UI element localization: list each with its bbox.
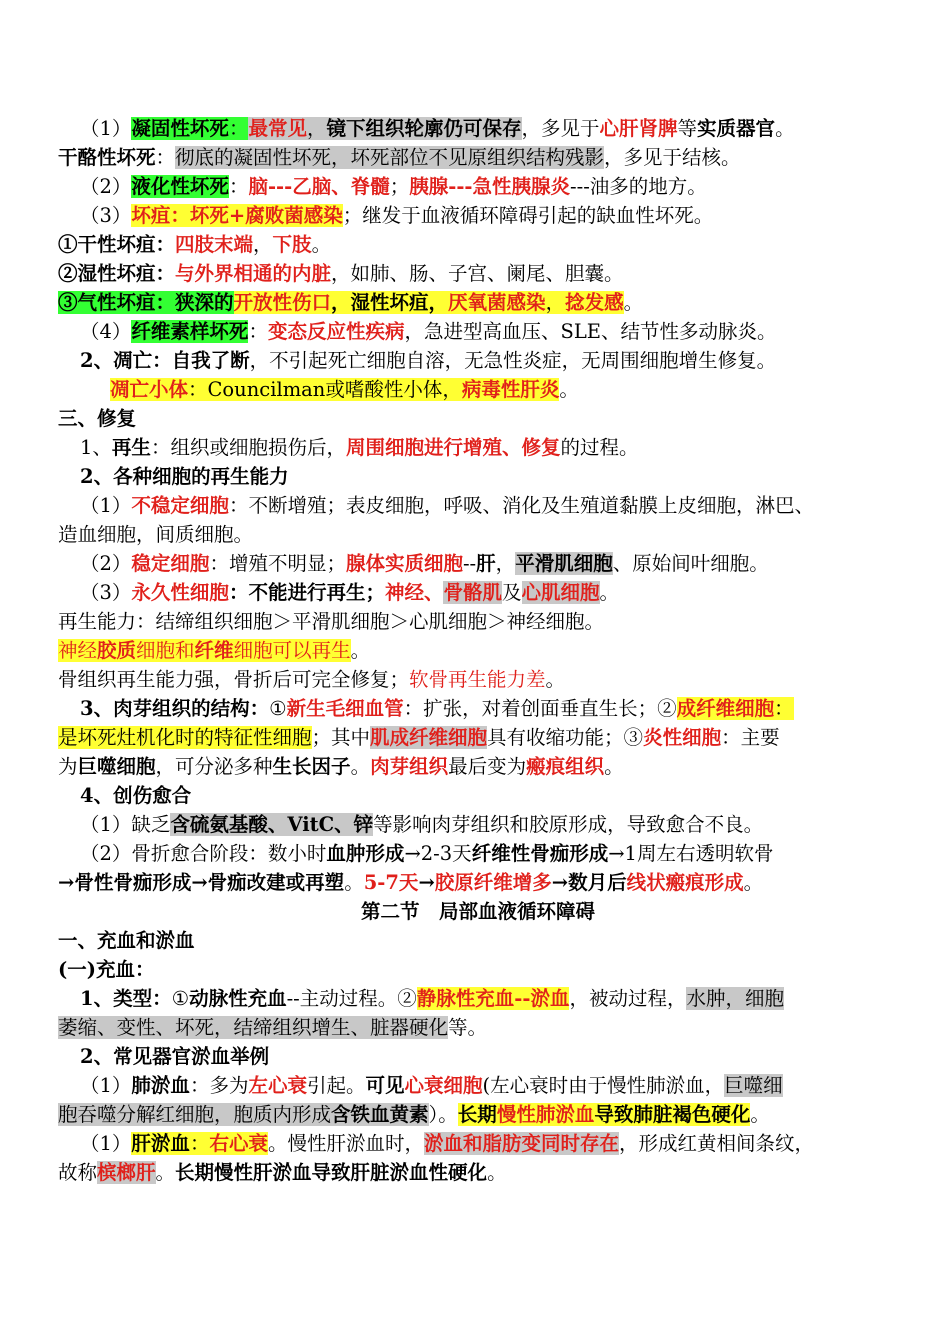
text-segment: ， [545, 291, 566, 314]
text-segment: 病毒性肝炎 [461, 378, 560, 401]
text-segment: 周围细胞进行增殖、修复 [345, 436, 561, 459]
text-segment: 瘢痕组织 [526, 755, 605, 778]
text-segment: 长期 [457, 1103, 497, 1126]
text-segment: 等影响肉芽组织和胶原形成，导致愈合不良。 [373, 813, 764, 836]
text-segment: 神经 [58, 639, 98, 662]
text-segment: ；其中 [311, 726, 371, 749]
para-bone-regeneration [58, 665, 898, 694]
text-segment: 巨噬细 [724, 1074, 783, 1097]
text-segment: 捻发感 [565, 291, 624, 314]
text-segment: 线状瘢痕形成 [626, 871, 744, 894]
text-segment: 开放性伤口 [233, 291, 332, 314]
text-segment: 。 [350, 639, 371, 662]
para-gas-gangrene [58, 288, 898, 317]
text-segment: 等 [677, 117, 698, 140]
para-caseous-necrosis [58, 143, 898, 172]
text-segment: ，多见于结核。 [604, 146, 741, 169]
text-segment: 5-7天 [363, 871, 419, 894]
para-apoptotic-body [58, 375, 898, 404]
text-segment: 生长因子 [272, 755, 351, 778]
text-segment: ： [155, 146, 176, 169]
text-segment: （1） [80, 1074, 132, 1097]
text-segment: 再生 [111, 436, 151, 459]
para-granulation-structure-cont2 [58, 752, 898, 781]
text-segment: 具有收缩功能；③ [487, 726, 644, 749]
text-segment: 镜下组织轮廓仍可保存 [326, 117, 522, 140]
document-body [58, 114, 898, 1187]
text-segment: 。 [599, 581, 620, 604]
text-segment: 胶质 [97, 639, 137, 662]
text-segment: （2） [80, 552, 132, 575]
text-segment: ：不断增殖；表皮细胞，呼吸、消化及生殖道黏膜上皮细胞，淋巴、 [228, 494, 814, 517]
text-segment: 是坏死灶机化时的特征性细胞 [58, 726, 312, 749]
text-segment: 萎缩、变性、坏死，结缔组织增生、脏器硬化 [58, 1016, 449, 1039]
text-segment: 。 [350, 755, 371, 778]
text-segment: 。 [743, 871, 764, 894]
text-segment: ① [171, 987, 190, 1010]
text-segment: 脑---乙脑、脊髓 [248, 175, 390, 198]
text-segment: 槟榔肝 [97, 1161, 156, 1184]
text-segment: 骨骼肌 [443, 581, 502, 604]
text-segment: ：扩张，对着创面垂直生长；② [403, 697, 677, 720]
text-segment: →骨性骨痂形成→骨痂改建或再塑 [58, 871, 345, 894]
text-segment: ： [228, 175, 249, 198]
text-segment: 左心衰 [248, 1074, 307, 1097]
text-segment: ，湿性坏疽， [331, 291, 449, 314]
text-segment: 动脉性充血 [189, 987, 287, 1010]
text-segment: ： [228, 117, 249, 140]
text-segment: 凝固性坏死 [131, 117, 229, 140]
text-segment: 最常见 [248, 117, 307, 140]
heading-organ-congestion [58, 1042, 898, 1071]
text-segment: （2）骨折愈合阶段：数小时 [80, 842, 327, 865]
text-segment: 水肿，细胞 [686, 987, 784, 1010]
text-segment: （1） [80, 494, 132, 517]
text-segment: ，形成红黄相间条纹， [619, 1132, 815, 1155]
para-fibrinoid-necrosis [58, 317, 898, 346]
text-segment: 自我了断 [171, 349, 250, 372]
para-fracture-healing-cont [58, 868, 898, 897]
text-segment: 软骨再生能力差 [409, 668, 546, 691]
text-segment: 2、凋亡： [80, 349, 172, 372]
text-segment: 巨噬细胞 [77, 755, 156, 778]
para-hyperemia-types [58, 984, 898, 1013]
text-segment: 含硫氨基酸、VitC、锌 [170, 813, 374, 836]
para-regeneration [58, 433, 898, 462]
text-segment: 静脉性充血--淤血 [416, 987, 570, 1010]
heading-hyperemia [58, 955, 898, 984]
text-segment: 4、创伤愈合 [80, 784, 192, 807]
text-segment: 纤维 [194, 639, 234, 662]
text-segment: →1周左右透明软骨 [608, 842, 774, 865]
text-segment: （1）缺乏 [80, 813, 171, 836]
text-segment: 。 [559, 378, 579, 401]
text-segment: 稳定细胞 [131, 552, 210, 575]
text-segment: 。 [775, 117, 795, 140]
text-segment: 厌氧菌感染 [448, 291, 546, 314]
para-liquefactive-necrosis [58, 172, 898, 201]
para-stable-cells [58, 549, 898, 578]
text-segment: 第二节 局部血液循环障碍 [360, 900, 595, 923]
text-segment: ）。 [428, 1103, 458, 1126]
para-dry-gangrene [58, 230, 898, 259]
text-segment: 神经、 [384, 581, 444, 604]
para-labile-cells [58, 491, 898, 520]
heading-congestion [58, 926, 898, 955]
text-segment: ③气性坏疽：狭深的 [58, 291, 234, 314]
text-segment: 。 [545, 668, 566, 691]
heading-wound-healing [58, 781, 898, 810]
text-segment: 。 [344, 871, 364, 894]
text-segment: 。 [311, 233, 332, 256]
text-segment: 。 [155, 1161, 176, 1184]
para-granulation-structure [58, 694, 898, 723]
para-lung-congestion-cont [58, 1100, 898, 1129]
text-segment: 肌成纤维细胞 [370, 726, 488, 749]
text-segment: 心肌细胞 [521, 581, 600, 604]
para-glial-regeneration [58, 636, 898, 665]
text-segment: ，急进型高血压、SLE、结节性多动脉炎。 [404, 320, 777, 343]
para-granulation-structure-cont1 [58, 723, 898, 752]
text-segment: 及 [501, 581, 522, 604]
text-segment: 导致肺脏褐色硬化 [594, 1103, 751, 1126]
text-segment: 造血细胞，间质细胞。 [58, 523, 254, 546]
text-segment: 淤血和脂肪变同时存在 [423, 1132, 619, 1155]
text-segment: 心衰细胞 [404, 1074, 483, 1097]
text-segment: 凋亡小体 [110, 378, 189, 401]
text-segment: 右心衰 [209, 1132, 268, 1155]
text-segment: 2、各种细胞的再生能力 [80, 465, 289, 488]
text-segment: 3、肉芽组织的结构： [80, 697, 270, 720]
text-segment: ： [774, 697, 794, 720]
text-segment: 。 [750, 1103, 770, 1126]
text-segment: 、原始间叶细胞。 [612, 552, 769, 575]
text-segment: ，多见于 [521, 117, 600, 140]
text-segment: 再生能力：结缔组织细胞＞平滑肌细胞＞心肌细胞＞神经细胞。 [58, 610, 605, 633]
text-segment: 液化性坏死 [131, 175, 229, 198]
text-segment: 纤维素样坏死 [131, 320, 249, 343]
text-segment: 四肢末端 [175, 233, 254, 256]
text-segment: 三、修复 [58, 407, 137, 430]
text-segment: ：Councilman或嗜酸性小体， [188, 378, 462, 401]
text-segment: （1） [80, 1132, 132, 1155]
section-title [58, 897, 898, 926]
text-segment: 慢性肺淤血 [496, 1103, 595, 1126]
text-segment: ；继发于血液循环障碍引起的缺血性坏死。 [342, 204, 714, 227]
text-segment: -- [462, 552, 477, 575]
text-segment: 实质器官 [697, 117, 776, 140]
text-segment: ：组织或细胞损伤后， [150, 436, 346, 459]
text-segment: （4） [80, 320, 132, 343]
text-segment: ---油多的地方。 [570, 175, 707, 198]
text-segment: 。 [623, 291, 644, 314]
text-segment: 变态反应性疾病 [267, 320, 405, 343]
text-segment: ； [389, 175, 410, 198]
text-segment: （3） [80, 581, 132, 604]
text-segment: ， [253, 233, 273, 256]
text-segment: 细胞可以再生 [233, 639, 351, 662]
text-segment: 胰腺---急性胰腺炎 [409, 175, 571, 198]
para-fracture-healing [58, 839, 898, 868]
text-segment: ：多为 [189, 1074, 249, 1097]
text-segment: 纤维性骨痂形成 [471, 842, 609, 865]
text-segment: 2、常见器官淤血举例 [80, 1045, 270, 1068]
text-segment: (左心衰时由于慢性肺淤血， [482, 1074, 725, 1097]
text-segment: 为 [58, 755, 78, 778]
text-segment: ：不能进行再生； [228, 581, 385, 604]
text-segment: 1、类型： [80, 987, 172, 1010]
text-segment: →2-3天 [404, 842, 472, 865]
text-segment: 。慢性肝淤血时， [267, 1132, 424, 1155]
para-regeneration-order [58, 607, 898, 636]
text-segment: 肝淤血 [131, 1132, 190, 1155]
para-liver-congestion-cont [58, 1158, 898, 1187]
text-segment: --主动过程。② [286, 987, 417, 1010]
text-segment: 心肝肾脾 [599, 117, 678, 140]
text-segment: ， [495, 552, 516, 575]
para-hyperemia-types-cont [58, 1013, 898, 1042]
text-segment: 腺体实质细胞 [345, 552, 463, 575]
para-liver-congestion [58, 1129, 898, 1158]
para-lung-congestion [58, 1071, 898, 1100]
text-segment: （3） [80, 204, 132, 227]
text-segment: ，可分泌多种 [155, 755, 273, 778]
para-coagulative-necrosis [58, 114, 898, 143]
text-segment: ：主要 [721, 726, 780, 749]
text-segment: 。 [487, 1161, 507, 1184]
para-gangrene [58, 201, 898, 230]
text-segment: 的过程。 [560, 436, 639, 459]
text-segment: ①干性坏疽： [58, 233, 176, 256]
para-apoptosis [58, 346, 898, 375]
text-segment: ，不引起死亡细胞自溶，无急性炎症，无周围细胞增生修复。 [249, 349, 777, 372]
text-segment: 成纤维细胞 [676, 697, 775, 720]
text-segment: 胶原纤维增多 [434, 871, 552, 894]
text-segment: （2） [80, 175, 132, 198]
text-segment: ① [269, 697, 287, 720]
text-segment: 永久性细胞 [131, 581, 229, 604]
text-segment: 。 [604, 755, 624, 778]
para-healing-deficiency [58, 810, 898, 839]
text-segment: 肝 [476, 552, 496, 575]
text-segment: ： [189, 1132, 210, 1155]
text-segment: 与外界相通的内脏 [175, 262, 332, 285]
text-segment: 坏疽：坏死+腐败菌感染 [131, 204, 343, 227]
text-segment: 最后变为 [448, 755, 527, 778]
para-permanent-cells [58, 578, 898, 607]
text-segment: ②湿性坏疽： [58, 262, 176, 285]
text-segment: （1） [80, 117, 132, 140]
text-segment: 引起。 [306, 1074, 366, 1097]
text-segment: ， [306, 117, 327, 140]
para-labile-cells-cont [58, 520, 898, 549]
text-segment: 下肢 [272, 233, 312, 256]
text-segment: 平滑肌细胞 [515, 552, 613, 575]
para-wet-gangrene [58, 259, 898, 288]
text-segment: ：增殖不明显； [209, 552, 346, 575]
text-segment: 不稳定细胞 [131, 494, 229, 517]
text-segment: (一)充血： [58, 958, 155, 981]
text-segment: 血肿形成 [326, 842, 405, 865]
text-segment: 肺淤血 [131, 1074, 190, 1097]
text-segment: 干酪性坏死 [58, 146, 156, 169]
text-segment: 胞吞噬分解红细胞，胞质内形成 [58, 1103, 332, 1126]
text-segment: 含铁血黄素 [331, 1103, 429, 1126]
text-segment: 等。 [448, 1016, 488, 1039]
text-segment: 长期慢性肝淤血导致肝脏淤血性硬化 [175, 1161, 488, 1184]
text-segment: 一、充血和淤血 [58, 929, 195, 952]
text-segment: 炎性细胞 [643, 726, 722, 749]
heading-regeneration-ability [58, 462, 898, 491]
text-segment: → [551, 871, 569, 894]
text-segment: ，被动过程， [569, 987, 687, 1010]
heading-repair [58, 404, 898, 433]
text-segment: ： [248, 320, 268, 343]
text-segment: 1、 [80, 436, 112, 459]
text-segment: 可见 [365, 1074, 405, 1097]
text-segment: ，如肺、肠、子宫、阑尾、胆囊。 [331, 262, 624, 285]
text-segment: 彻底的凝固性坏死，坏死部位不见原组织结构残影 [175, 146, 605, 169]
text-segment: 新生毛细血管 [286, 697, 404, 720]
text-segment: 骨组织再生能力强，骨折后可完全修复； [58, 668, 410, 691]
text-segment: → [418, 871, 435, 894]
text-segment: 数月后 [568, 871, 627, 894]
text-segment: 肉芽组织 [370, 755, 449, 778]
text-segment: 细胞和 [136, 639, 195, 662]
text-segment: 故称 [58, 1161, 98, 1184]
